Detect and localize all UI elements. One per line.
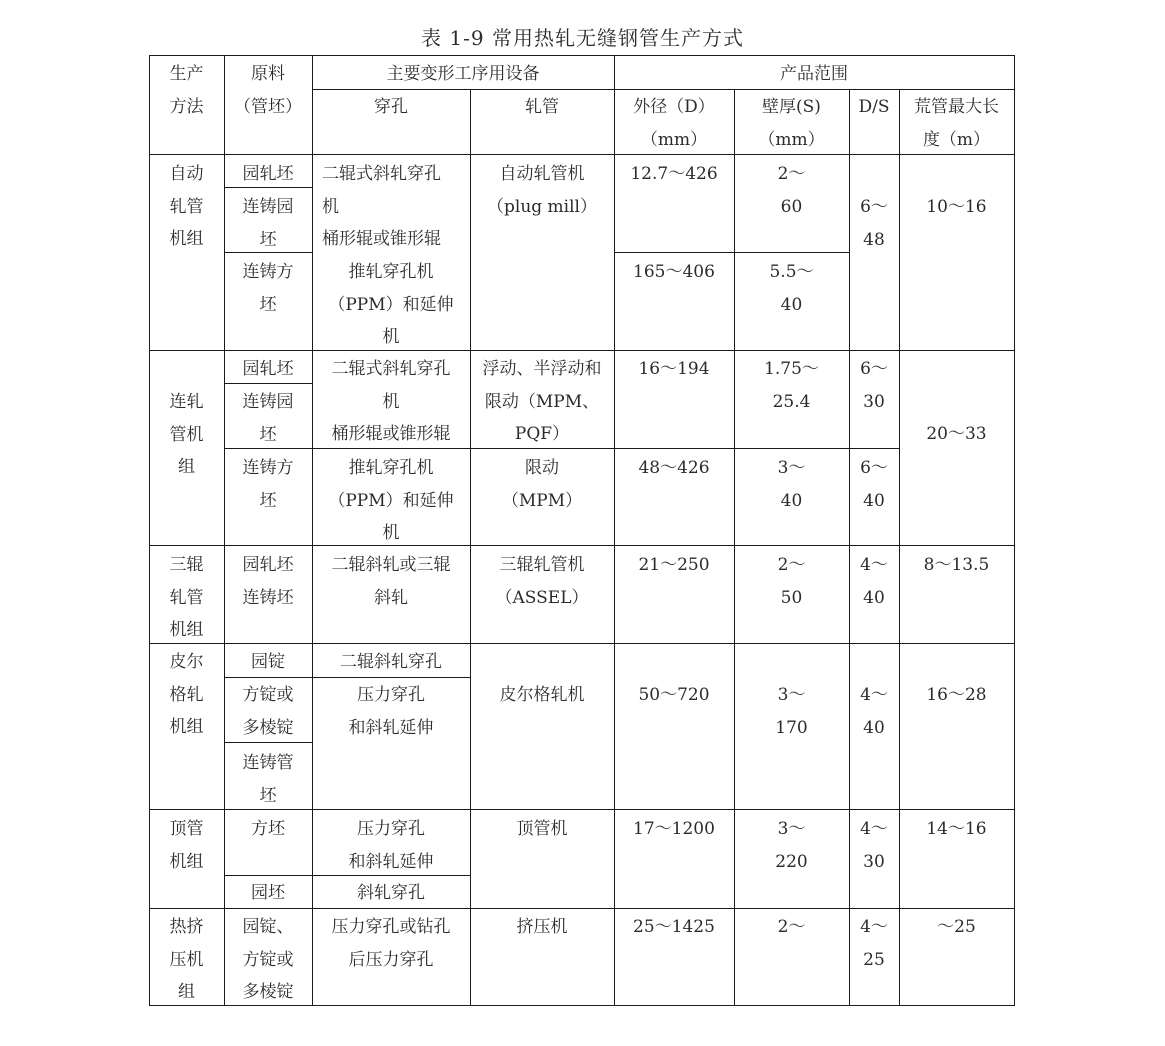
- row2-piercing-a: 二辊式斜轧穿孔 机 桶形辊或锥形辊: [331, 359, 451, 444]
- table-rule-vertical: [470, 89, 471, 1006]
- row4-material-a: 园锭: [251, 652, 285, 672]
- row5-piercing-b: 斜轧穿孔: [357, 883, 425, 903]
- row6-piercing: 压力穿孔或钻孔 后压力穿孔: [331, 917, 451, 970]
- row2-ds-a: 6～ 30: [860, 359, 888, 412]
- header-method: 生产 方法: [169, 64, 204, 117]
- row4-material-b: 方锭或 多棱锭: [242, 685, 294, 738]
- row2-length: 20～33: [926, 424, 987, 444]
- row1-piercing-b: 推轧穿孔机 （PPM）和延伸 机: [328, 262, 454, 347]
- table-rule-horizontal: [149, 55, 1015, 56]
- header-max-length: 荒管最大长 度（m）: [914, 97, 999, 150]
- row3-ds: 4～ 40: [860, 555, 888, 608]
- row4-material-c: 连铸管 坯: [242, 753, 294, 806]
- table-rule-vertical: [1014, 55, 1015, 1006]
- row4-method: 皮尔 格轧 机组: [169, 652, 204, 737]
- header-product-range: 产品范围: [780, 64, 848, 84]
- row1-ds: 6～ 48: [860, 197, 888, 250]
- row1-length: 10～16: [926, 197, 987, 217]
- row3-od: 21～250: [638, 555, 710, 575]
- row6-method: 热挤 压机 组: [169, 917, 204, 1002]
- header-equipment: 主要变形工序用设备: [386, 64, 540, 84]
- row6-ds: 4～ 25: [860, 917, 888, 970]
- header-outer-diameter: 外径（D） （mm）: [633, 97, 715, 150]
- row2-wall-b: 3～ 40: [777, 458, 806, 511]
- row5-method: 顶管 机组: [169, 819, 204, 872]
- row4-ds: 4～ 40: [860, 685, 888, 738]
- row3-wall: 2～ 50: [777, 555, 806, 608]
- row4-wall: 3～ 170: [775, 685, 808, 738]
- row2-material-c: 连铸方 坯: [242, 458, 294, 511]
- row2-ds-b: 6～ 40: [860, 458, 888, 511]
- row1-material-a: 园轧坯: [242, 164, 294, 184]
- row5-wall: 3～ 220: [775, 819, 808, 872]
- row1-rolling: 自动轧管机 （plug mill）: [487, 164, 597, 217]
- row3-piercing: 二辊斜轧或三辊 斜轧: [331, 555, 451, 608]
- row6-length: ～25: [937, 917, 976, 937]
- table-rule-horizontal: [614, 252, 850, 253]
- row3-length: 8～13.5: [923, 555, 990, 575]
- row1-method: 自动 轧管 机组: [169, 164, 204, 249]
- row2-rolling-b: 限动 （MPM）: [501, 458, 583, 511]
- header-material: 原料 （管坯）: [234, 64, 302, 117]
- row1-wall-b: 5.5～ 40: [769, 262, 814, 315]
- row5-ds: 4～ 30: [860, 819, 888, 872]
- row6-od: 25～1425: [633, 917, 715, 937]
- row2-material-a: 园轧坯: [242, 359, 294, 379]
- row5-rolling: 顶管机: [516, 819, 568, 839]
- row1-material-b: 连铸园 坯: [242, 197, 294, 250]
- row5-length: 14～16: [926, 819, 987, 839]
- row3-method: 三辊 轧管 机组: [169, 555, 204, 640]
- table-rule-horizontal: [149, 643, 1015, 644]
- row5-od: 17～1200: [633, 819, 715, 839]
- row5-piercing-a: 压力穿孔 和斜轧延伸: [348, 819, 434, 872]
- row1-piercing-a: 二辊式斜轧穿孔 机 桶形辊或锥形辊: [322, 164, 441, 249]
- row6-wall: 2～: [777, 917, 806, 937]
- table-caption: 表 1-9 常用热轧无缝钢管生产方式: [421, 26, 744, 50]
- row3-material: 园轧坯 连铸坯: [242, 555, 294, 608]
- row2-wall-a: 1.75～ 25.4: [764, 359, 819, 412]
- row6-rolling: 挤压机: [516, 917, 568, 937]
- row2-method: 连轧 管机 组: [169, 392, 204, 477]
- row2-od-b: 48～426: [638, 458, 710, 478]
- table-rule-horizontal: [149, 545, 1015, 546]
- table-rule-vertical: [614, 55, 615, 1006]
- row5-material-b: 园坯: [251, 883, 285, 903]
- row4-piercing-a: 二辊斜轧穿孔: [340, 652, 442, 672]
- table-rule-vertical: [899, 89, 900, 1006]
- row2-piercing-b: 推轧穿孔机 （PPM）和延伸 机: [328, 458, 454, 543]
- table-rule-horizontal: [149, 350, 1015, 351]
- row4-length: 16～28: [926, 685, 987, 705]
- header-wall-thickness: 壁厚(S) （mm）: [758, 97, 825, 150]
- table-rule-horizontal: [149, 154, 1015, 155]
- row2-rolling-a: 浮动、半浮动和 限动（MPM、 PQF）: [482, 359, 602, 444]
- row2-material-b: 连铸园 坯: [242, 392, 294, 445]
- header-piercing: 穿孔: [374, 97, 408, 117]
- header-rolling: 轧管: [525, 97, 559, 117]
- row1-od-a: 12.7～426: [630, 164, 718, 184]
- row1-wall-a: 2～ 60: [777, 164, 806, 217]
- row4-piercing-b: 压力穿孔 和斜轧延伸: [348, 685, 434, 738]
- row4-rolling: 皮尔格轧机: [499, 685, 585, 705]
- row3-rolling: 三辊轧管机 （ASSEL）: [495, 555, 589, 608]
- header-ds: D/S: [858, 97, 890, 117]
- row5-material-a: 方坯: [251, 819, 285, 839]
- row2-od-a: 16～194: [638, 359, 710, 379]
- row6-material: 园锭、 方锭或 多棱锭: [242, 917, 294, 1002]
- row1-material-c: 连铸方 坯: [242, 262, 294, 315]
- row4-od: 50～720: [638, 685, 710, 705]
- row1-od-b: 165～406: [633, 262, 715, 282]
